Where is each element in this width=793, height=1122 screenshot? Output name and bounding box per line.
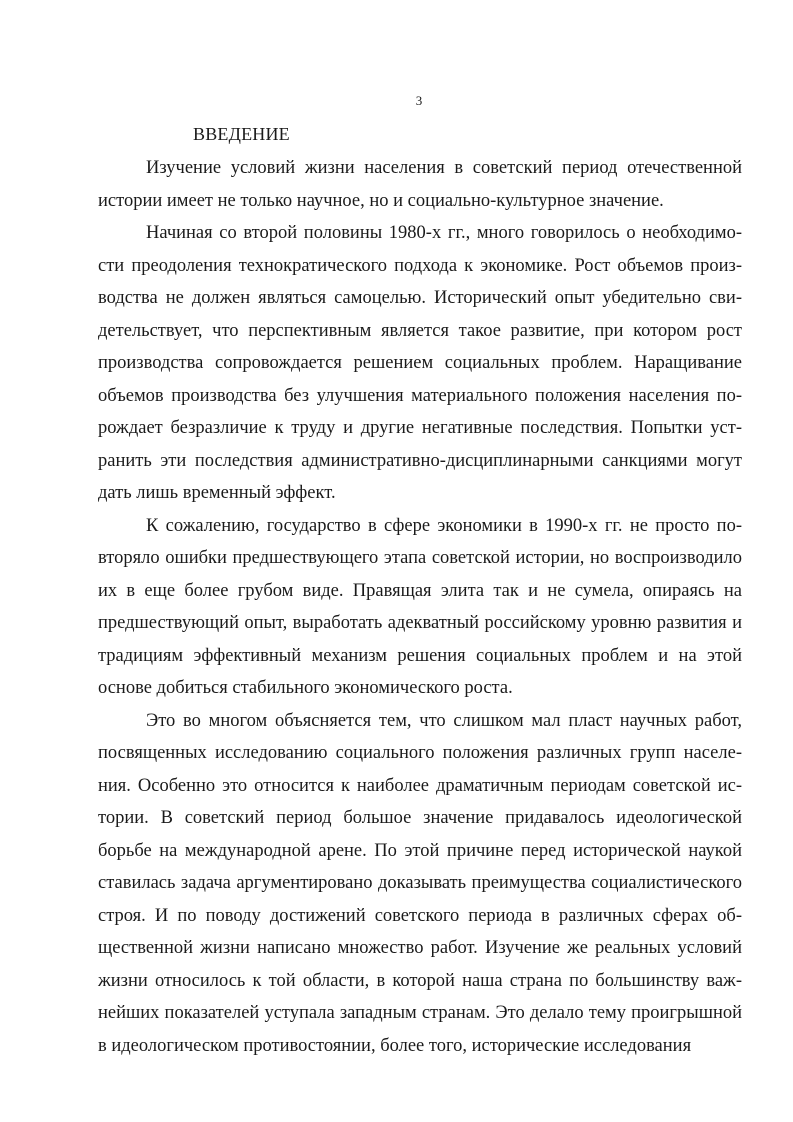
- page-number: 3: [415, 93, 423, 108]
- paragraph-4: Это во многом объясняется тем, что слишком мал пласт научных работ, посвященных исследованию социального положения различных групп населения. Особенно это относится к наиболее драматичным периодам советской истории. В советский период большое значение придавалось идеологической борьбе на международной арене. По этой причине перед исторической наукой ставилась задача аргументировано доказывать преимущества социалистического строя. И по поводу достижений советского периода в различных сферах общественной жизни написано множество работ. Изучение же реальных условий жизни относилось к той области, в которой наша страна по большинству важнейших показателей уступала западным странам. Это делало тему проигрышной в идеологическом противостоянии, более того, исторические исследования: [98, 710, 742, 1056]
- document-body: [98, 152, 742, 1062]
- paragraph-2: Начиная со второй половины 1980-х гг., много говорилось о необходимости преодоления технократического подхода к экономике. Рост объемов производства не должен являться самоцелью. Исторический опыт убедительно свидетельствует, что перспективным является такое развитие, при котором рост производства сопровождается решением социальных проблем. Наращивание объемов производства без улучшения материального положения населения порождает безразличие к труду и другие негативные последствия. Попытки устранить эти последствия административно-дисциплинарными санкциями могут дать лишь временный эффект.: [98, 223, 742, 503]
- section-heading: ВВЕДЕНИЕ: [193, 124, 290, 144]
- paragraph-3: К сожалению, государство в сфере экономики в 1990-х гг. не просто повторяло ошибки предшествующего этапа советской истории, но воспроизводило их в еще более грубом виде. Правящая элита так и не сумела, опираясь на предшествующий опыт, выработать адекватный российскому уровню развития и традициям эффективный механизм решения социальных проблем и на этой основе добиться стабильного экономического роста.: [98, 515, 742, 698]
- paragraph-1: Изучение условий жизни населения в советский период отечественной истории имеет не только научное, но и социально-культурное значение.: [98, 158, 742, 211]
